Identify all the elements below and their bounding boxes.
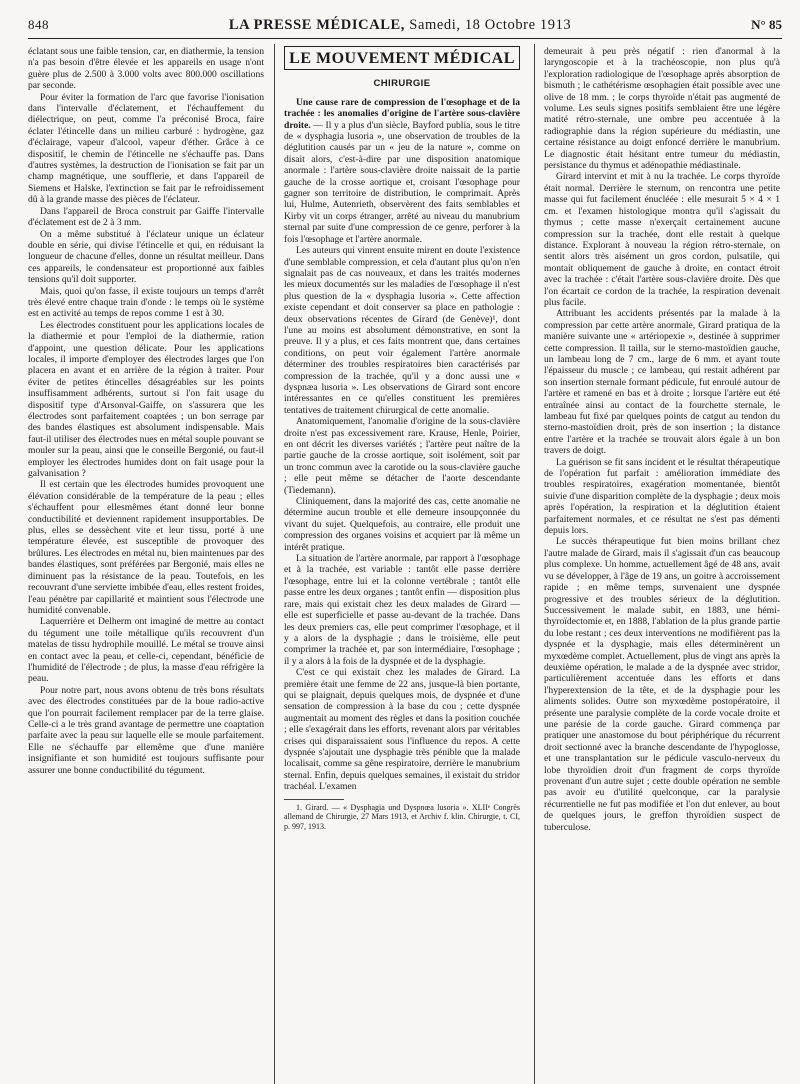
paragraph: Les électrodes constituent pour les applications locales de la diathermie et pour l'emploi de la diathermie, ration d'appoint, une question délicate. Pour les applications locales, il importe d'employer des électrodes larges que l'on placera en avant et en arrière de la région à traiter. Pour éviter de petites étincelles désagréables sur les points insuffisamment adhérents, surtout si l'on fait usage du dispositif type d'Arsonval-Gaiffe, on s'assurera que les électrodes sont parfaitement coaptées ; un bon serrage par des bandes élastiques est absolument indispensable. Mais faut-il utiliser des électrodes nues en métal souple pouvant se mouler sur la peau, ainsi que le conseille Bergonié, ou faut-il employer les électrodes humides dont on fait usage pour la galvanisation ? [28,319,264,480]
column-right [544,46,780,833]
paragraph: Mais, quoi qu'on fasse, il existe toujours un temps d'arrêt très élevé entre chaque train d'onde : le temps où le système est en activité au temps de repos comme 1 est à 30. [28,285,264,320]
section-heading: CHIRURGIE [373,78,431,90]
footnote: 1. Girard. — « Dysphagia und Dyspnœa lusoria ». XLIIᵉ Congrès allemand de Chirurgie, 27 Mars 1913, et Archiv f. klin. Chirurgie, t. CI, p. 997, 1913. [284,802,520,831]
article-headline: Une cause rare de compression de l'œsophage et de la trachée : les anomalies d'origine de l'artère sous-clavière droite. [284,96,520,131]
column-left [28,46,264,776]
journal-title-line [229,17,571,34]
paragraph: La situation de l'artère anormale, par rapport à l'œsophage et à la trachée, est variable : tantôt elle passe derrière l'œsophage, entre lui et la colonne vertébrale ; tantôt elle passe entre les deux organes ; tantôt enfin — disposition plus rare, mais qui existait chez les deux malades de Girard — elle est superficielle et passe au-devant de la trachée. Dans les deux premiers cas, elle peut comprimer l'œsophage, et il y a alors de la dysphagie ; dans le troisième, elle peut comprimer la trachée et, par son intermédiaire, l'œsophage ; il y a alors à la fois de la dyspnée et de la dysphagie. [284,553,520,667]
article-lead-text: — Il y a plus d'un siècle, Bayford publia, sous le titre de « dysphagia lusoria », une observation de troubles de la déglutition causés par un « jeu de la nature », comme on disait alors, c'est-à-dire par une disposition anatomique anormale : l'artère sous-clavière droite naissait de la partie gauche de la crosse aortique et, croisant l'œsophage pour gagner son territoire de distribution, le comprimait. Après lui, Hulme, Autenrieth, observèrent des faits semblables et Kirby vit un corps étranger, arrêté au niveau du manubrium sternal par suite d'une compression de ce genre, perforer à la fois l'œsophage et l'artère anormale. [284,119,520,245]
section-banner: LE MOUVEMENT MÉDICAL [284,46,520,70]
paragraph: Girard intervint et mit à nu la trachée. Le corps thyroïde était normal. Derrière le sternum, on rencontra une petite masse qui fut facilement énucléée : elle mesurait 5 × 4 × 1 cm. et l'examen histologique montra qu'il s'agissait du thymus ; cette masse n'exerçait certainement aucune compression sur la trachée, dont elle restait à quelque distance. Explorant à nouveau la région rétro-sternale, on sentit alors très aisément un gros cordon, pulsatile, qui montait obliquement de gauche à droite, en contact étroit avec la trachée : c'était l'artère sous-clavière droite. Dès que l'on écartait ce cordon de la trachée, la respiration devenait plus facile. [544,171,780,308]
paragraph: demeurait à peu près négatif : rien d'anormal à la laryngoscopie et à la trachéoscopie, non plus qu'à l'exploration radiologique de l'œsophage après absorption de bismuth ; le cathétérisme œsophagien était possible avec une olive de 18 mm. ; le corps thyroïde n'était pas augmenté de volume. Les seuls signes positifs semblaient être une légère matité rétro-sternale, une ombre peu accentuée à la radiographie dans la région supérieure du médiastin, une certaine résistance au doigt enfoncé derrière le manubrium. Le diagnostic était hésitant entre tumeur du médiastin, persistance du thymus et adénopathie médiastinale. [544,46,780,172]
issue-number: N° 85 [751,17,782,32]
paragraph: Dans l'appareil de Broca construit par Gaiffe l'intervalle d'éclatement est de 2 à 3 mm. [28,205,264,229]
page-header [28,14,782,36]
paragraph: Anatomiquement, l'anomalie d'origine de la sous-clavière droite n'est pas excessivement rare. Krause, Henle, Poirier, en ont décrit les diverses variétés ; l'artère peut naître de la partie gauche de la crosse aortique, soit isolément, soit par un tronc commun avec la carotide ou la sous-clavière gauche ; elle peut même se détacher de l'aorte descendante (Tiedemann). [284,416,520,496]
paragraph: éclatant sous une faible tension, car, en diathermie, la tension n'a pas besoin d'être élevée et les appareils en usage n'ont guère plus de 2.500 à 3.000 volts avec 800.000 oscillations par seconde. [28,46,264,92]
paragraph: Il est certain que les électrodes humides provoquent une élévation considérable de la température de la peau ; elles s'échauffent pour ellesmêmes étant donné leur bonne conductibilité et deviennent rapidement insupportables. De plus, elles se dessèchent vite et leur tissu, porté à une température élevée, est susceptible de provoquer des brûlures. Les électrodes en métal nu, bien maintenues par des bandes élastiques, sont préférées par Bergonié, mais elles ne diminuent pas la résistance de la peau. Toutefois, en les recouvrant d'une serviette imbibée d'eau, elles restent froides, l'eau pénètre par capillarité et maintient sous l'électrode une humidité convenable. [28,479,265,616]
paragraph: Laquerrière et Delherm ont imaginé de mettre au contact du tégument une toile métallique qu'ils recouvrent d'un matelas de tissu hydrophile mouillé. Le métal se trouve ainsi en contact avec la peau, et celle-ci, cependant, bénéficie de l'humidité de l'électrode ; de plus, la masse d'eau réfrigère la peau. [28,616,264,685]
paragraph: Le succès thérapeutique fut bien moins brillant chez l'autre malade de Girard, mais il s'agissait d'un cas beaucoup plus complexe. Un homme, actuellement âgé de 48 ans, avait vu se développer, à l'âge de 19 ans, un goitre à accroissement rapide ; en même temps, survenaient une dyspnée progressive et des troubles sérieux de la déglutition. Successivement le malade subit, en 1883, une hémi-thyroïdectomie et, en 1888, l'ablation de la plus grande partie du lobe restant ; ces deux interventions ne modifièrent pas la dyspnée et la dysphagie, mais elles déterminèrent un myxœdème complet. Actuellement, plus de vingt ans après la deuxième opération, le malade a de la dyspnée avec stridor, particulièrement accentuée dans les efforts et dans l'hyperextension de la tête, et de la dysphagie pour les aliments solides. Outre son myxœdème postopératoire, il présente une paralysie complète de la corde vocale droite et une parésie de la corde gauche. Girard commença par pratiquer une anastomose du bout périphérique du récurrent droit sectionné avec la branche descendante de l'hypoglosse, et une transplantation sur le pédicule vasculo-nerveux du lobe thyroïdien droit d'un fragment de corps thyroïde provenant d'un autre sujet ; cette double opération ne semble pas avoir eu d'utilité quelconque, car la paralysie récurrentielle ne fut pas modifiée et l'on dut enlever, au bout de quelques jours, le greffon thyroïdien suspect de tuberculose. [544,536,780,833]
paragraph: Cliniquement, dans la majorité des cas, cette anomalie ne détermine aucun trouble et elle demeure insoupçonnée du vivant du sujet. Quelquefois, au contraire, elle produit une compression des organes voisins et acquiert par là même un intérêt pratique. [284,496,520,553]
paragraph: Pour éviter la formation de l'arc que favorise l'ionisation dans l'intervalle d'éclatement, et l'échauffement du diélectrique, on peut, comme l'a préconisé Broca, faire éclater l'étincelle dans un milieu carburé : hydrogène, gaz d'éclairage, vapeur d'alcool, vapeur d'éther. Grâce à ce dispositif, le chemin de l'étincelle ne s'échauffe pas. Dans d'autres systèmes, la destruction de l'ionisation se fait par un champ magnétique, une soufflerie, et dans l'appareil de Siemens et Halske, l'extinction se fait par le refroidissement dû à la grande masse des pièces de l'éclateur. [28,91,264,206]
header-rule [28,38,782,39]
column-divider [274,44,275,1084]
journal-name: LA PRESSE MÉDICALE, [228,16,406,33]
article-lead-paragraph [284,97,520,245]
paragraph: La guérison se fit sans incident et le résultat thérapeutique de l'opération fut parfait : amélioration immédiate des troubles respiratoires, exagération momentanée, bientôt suivie d'une disparition complète de la dysphagie ; deux mois après l'opération, la respiration et la déglutition étaient parfaitement normales, et ce résultat ne s'est pas démenti depuis lors. [544,456,780,537]
page-number: 848 [28,17,49,32]
paragraph: Attribuant les accidents présentés par la malade à la compression par cette artère anormale, Girard pratiqua de la manière suivante une « artériopexie », destinée à supprimer cette compression. Il tailla, sur le sterno-mastoïdien gauche, un lambeau long de 7 cm., large de 6 mm. et ayant toute l'épaisseur du muscle ; ce lambeau, qui restait adhérent par son insertion sternale formant pédicule, fut enroulé autour de l'artère et ramené en bas et à droite ; lorsque l'artère eut été entraînée ainsi au contact de la fourchette sternale, le lambeau fut fixé par quelques points de catgut au tendon du sterno-mastoïdien droit, près de son insertion ; la distance entre l'artère et la trachée se trouvait alors égale à un bon travers de doigt. [544,308,780,457]
column-divider [534,44,535,1084]
issue-date: Samedi, 18 Octobre 1913 [409,16,572,33]
footnote-rule [284,799,344,800]
newspaper-page [28,14,782,1074]
paragraph: On a même substitué à l'éclateur unique un éclateur double en série, qui divise l'étincelle et qui, en réduisant la longueur de chacune d'elles, donne un résultat meilleur. Dans ces appareils, le condensateur est proportionné aux faibles tensions qu'il doit supporter. [28,228,264,286]
column-middle [284,46,520,831]
paragraph: C'est ce qui existait chez les malades de Girard. La première était une femme de 22 ans, jusque-là bien portante, qui se plaignait, depuis quelques mois, de dyspnée et d'une sensation de compression à la base du cou ; cette dyspnée augmentait au moment des règles et dans la position couchée ; elle s'exagérait dans les efforts, revenant alors par véritables crises qui disparaissaient sous l'influence du repos. A cette dyspnée s'ajoutait une dysphagie très pénible que la malade localisait, comme sa gêne respiratoire, derrière le manubrium sternal. Enfin, depuis quelques semaines, il existait du stridor trachéal. L'examen [284,667,520,793]
paragraph: Les auteurs qui vinrent ensuite mirent en doute l'existence d'une semblable compression, et cela d'autant plus qu'on n'en signalait pas de cas nouveaux, et dans les traités modernes les mieux documentés sur les maladies de l'œsophage il n'est plus question de la « dysphagia lusoria ». Cette affection existe cependant et doit conserver sa place en pathologie : deux observations récentes de Girard (de Genève)¹, dont l'une au moins est absolument démonstrative, en sont la preuve. Il y a plus, et ces faits montrent que, dans certaines conditions, on peut voir également l'artère anormale déterminer des troubles respiratoires bien caractérisés par compression de la trachée, qu'il y a donc aussi une « dyspnæa lusoria ». Les observations de Girard sont encore intéressantes en ce qu'elles constituent les premières tentatives de traitement chirurgical de cette anomalie. [284,245,520,416]
paragraph: Pour notre part, nous avons obtenu de très bons résultats avec des électrodes constituées par de la boue radio-active que l'on pourrait facilement remplacer par de la terre glaise. Celle-ci a le très grand avantage de permettre une coaptation parfaite avec la peau sur laquelle elle se moule parfaitement. Elle ne s'échauffe par ellemême que d'une manière insignifiante et son humidité est toujours suffisante pour assurer une bonne conductibilité du tégument. [28,684,264,776]
